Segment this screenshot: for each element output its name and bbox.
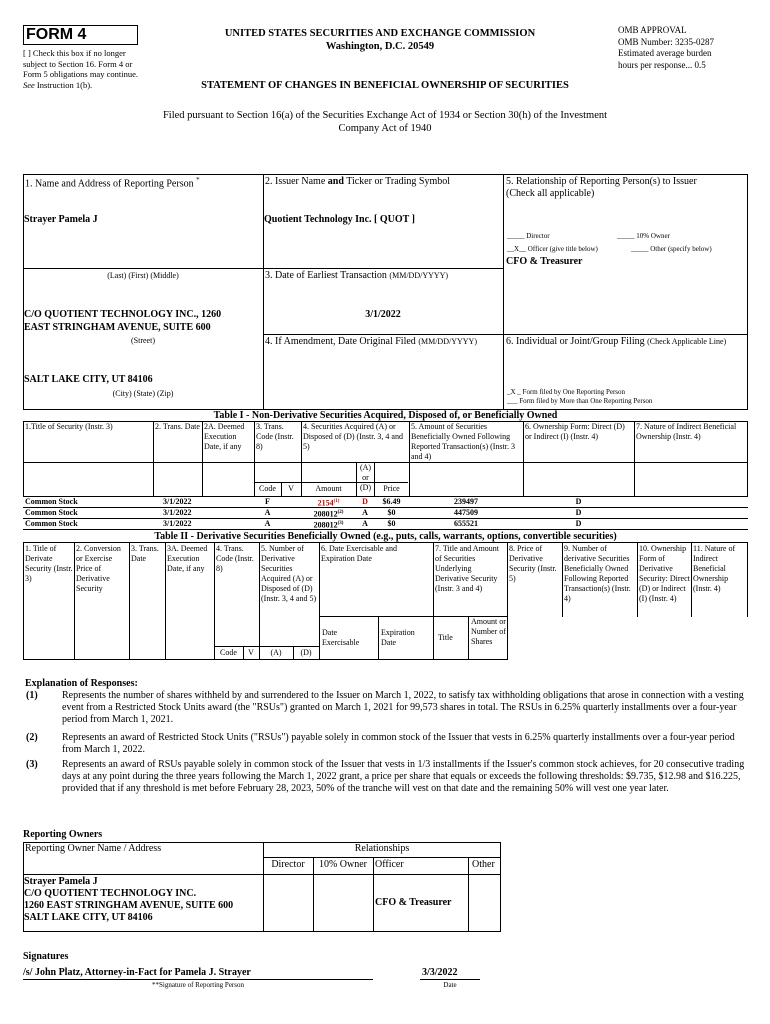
owners-col-name: Reporting Owner Name / Address [25,843,162,854]
t2-sub-d: (D) [300,648,312,657]
t2-header-conversion: 2. Conversion or Exercise Price of Derivative Security [76,544,121,593]
agency-name: UNITED STATES SECURITIES AND EXCHANGE COMMISSION [224,28,536,39]
note-number: (1) [26,690,38,701]
officer-title: CFO & Treasurer [506,256,583,267]
t2-sub-expiration: Expiration Date [381,628,415,647]
owners-col-other: Other [472,859,495,870]
box2-label: 2. Issuer Name and Ticker or Trading Symbol [265,176,451,187]
box6-label: 6. Individual or Joint/Group Filing (Check Applicable Line) [506,336,727,347]
earliest-transaction-date: 3/1/2022 [365,309,401,320]
t1-owned: 239497 [454,497,478,506]
note-number: (2) [26,732,38,743]
table1-title: Table I - Non-Derivative Securities Acquired, Disposed of, or Beneficially Owned [213,410,558,421]
issuer-name: Quotient Technology Inc. [ QUOT ] [264,214,415,225]
check-box-note: [ ] Check this box if no longer subject to Section 16. Form 4 or Form 5 obligations may continue. See Instruction 1(b). [23,48,138,90]
t1-date: 3/1/2022 [163,519,192,528]
t1-code: A [264,519,271,528]
signer-caption: **Signature of Reporting Person [152,981,244,989]
t1-header-title: 1.Title of Security (Instr. 3) [25,422,113,431]
owner-address: Strayer Pamela J C/O QUOTIENT TECHNOLOGY INC. 1260 EAST STRINGHAM AVENUE, SUITE 600 SALT LAKE CITY, UT 84106 [24,876,234,923]
street-line-2: EAST STRINGHAM AVENUE, SUITE 600 [24,322,211,333]
explanation-heading: Explanation of Responses: [25,678,138,689]
city-caption: (City) (State) (Zip) [112,389,174,398]
t2-header-title: 1. Title of Derivate Security (Instr. 3) [25,544,73,583]
city-line: SALT LAKE CITY, UT 84106 [24,374,153,385]
t1-amount: 2154$^{(1)}$ [317,498,340,508]
t2-header-code: 4. Trans. Code (Instr. 8) [216,544,254,573]
t1-sub-code: Code [259,484,276,493]
filing-more-persons: ___ Form filed by More than One Reporting Person [507,397,653,405]
filed-pursuant: Filed pursuant to Section 16(a) of the Securities Exchange Act of 1934 or Section 30(h) of the Investment Company Act of 1940 [162,110,608,134]
date-caption: Date [443,981,457,989]
t2-sub-exercisable: Date Exercisable [322,628,360,647]
t2-sub-amount: Amount or Number of Shares [471,617,506,646]
t2-header-underlying: 7. Title and Amount of Securities Underlying Derivative Security (Instr. 3 and 4) [435,544,500,593]
table2-title: Table II - Derivative Securities Beneficially Owned (e.g., puts, calls, warrants, options, convertible securities) [154,531,617,542]
form-title: FORM 4 [26,26,87,43]
t2-sub-a: (A) [270,648,282,657]
t1-price: $0 [387,508,396,517]
director-option: _____ Director [507,232,550,240]
street-caption: (Street) [131,336,155,345]
filing-one-person: _X _ Form filed by One Reporting Person [507,388,626,396]
t2-header-nature: 11. Nature of Indirect Beneficial Ownership (Instr. 4) [693,544,736,593]
street-line-1: C/O QUOTIENT TECHNOLOGY INC., 1260 [24,309,222,320]
note-number: (3) [26,759,38,770]
note-text: Represents an award of Restricted Stock Units ("RSUs") payable solely in common stock of the Issuer that vests in 6.25% quarterly installments over a four-year period from March 1, 2022. [62,732,735,755]
t1-header-acquired: 4. Securities Acquired (A) or Disposed of (D) (Instr. 3, 4 and 5) [303,422,403,451]
note-text: Represents the number of shares withheld by and surrendered to the Issuer on March 1, 2022, to satisfy tax withholding obligations that arose in connection with a vesting event from a Restricted Stock Units award (the "RSUs") granted on March 1, 2021 for 99,573 shares in total. The RSUs in 6.25% quarterly installments over a four-year period from March 1, 2021. [62,690,744,725]
t1-header-ownership-form: 6. Ownership Form: Direct (D) or Indirect (I) (Instr. 4) [525,422,625,441]
t1-aord: A [362,519,368,528]
t1-sub-price: Price [383,484,400,493]
name-caption: (Last) (First) (Middle) [107,271,179,280]
agency-city: Washington, D.C. 20549 [325,41,435,52]
t2-header-exercisable: 6. Date Exercisable and Expiration Date [321,544,397,563]
t1-owned: 447509 [454,508,478,517]
t1-code: F [265,497,270,506]
t2-header-owned: 9. Number of derivative Securities Beneficially Owned Following Reported Transaction(s) (Instr. 4) [564,544,631,603]
t2-header-price: 8. Price of Derivative Security (Instr. 5) [509,544,557,583]
t2-header-ownership-form: 10. Ownership Form of Derivative Security: Direct (D) or Indirect (I) (Instr. 4) [639,544,690,603]
t1-aord: D [362,497,368,506]
ten-pct-option: _____ 10% Owner [617,232,670,240]
t2-sub-v: V [248,648,254,657]
owners-col-officer: Officer [375,859,404,870]
note-text: Represents an award of RSUs payable solely in common stock of the Issuer that vests in 1/3 installments if the Issuer's common stock achieves, for 20 consecutive trading days at any point during the three years following the March 1, 2022 grant, a price per share that equals or exceeds the following thresholds: $9.735, $12.98 and $16.225, provided that if any threshold is met before February 28, 2023, 50% of the tranche will vest on that date and the remaining 50% will vest one year later. [62,759,745,794]
t1-header-nature: 7. Nature of Indirect Beneficial Ownership (Instr. 4) [636,422,737,441]
t2-header-deemed: 3A. Deemed Execution Date, if any [167,544,208,573]
t1-header-amount-owned: 5. Amount of Securities Beneficially Owned Following Reported Transaction(s) (Instr. 3 and 4) [411,422,515,461]
t1-form: D [575,519,582,528]
t1-form: D [575,497,582,506]
t2-sub-code: Code [220,648,237,657]
t2-header-number: 5. Number of Derivative Securities Acquired (A) or Disposed of (D) (Instr. 3, 4 and 5) [261,544,317,603]
owners-col-director: Director [271,859,305,870]
form-title-box [23,25,138,45]
owners-col-ten-pct: 10% Owner [318,859,368,870]
box3-label: 3. Date of Earliest Transaction (MM/DD/YYYY) [265,270,449,281]
t1-header-date: 2. Trans. Date [155,422,200,431]
t1-date: 3/1/2022 [163,497,192,506]
t1-header-deemed: 2A. Deemed Execution Date, if any [204,422,245,451]
t1-amount: 208012$^{(3)}$ [313,520,344,530]
box1-label: 1. Name and Address of Reporting Person * [25,176,200,190]
t1-owned: 655521 [454,519,478,528]
t1-security: Common Stock [25,508,78,517]
signature-date: 3/3/2022 [422,967,458,978]
box4-label: 4. If Amendment, Date Original Filed (MM/DD/YYYY) [265,336,477,347]
t1-code: A [264,508,271,517]
t1-price: $0 [387,519,396,528]
signatures-heading: Signatures [23,951,69,962]
t1-security: Common Stock [25,519,78,528]
t1-header-code: 3. Trans. Code (Instr. 8) [256,422,294,451]
t2-header-date: 3. Trans. Date [131,544,159,563]
t1-price: $6.49 [382,497,401,506]
signer-name: /s/ John Platz, Attorney-in-Fact for Pamela J. Strayer [23,967,251,978]
omb-approval: OMB APPROVAL OMB Number: 3235-0287 Estimated average burden hours per response... 0.5 [618,25,714,70]
reporting-person-name: Strayer Pamela J [24,214,98,225]
t1-aord: A [362,508,368,517]
other-option: _____ Other (specify below) [631,245,712,253]
t1-form: D [575,508,582,517]
t1-amount: 208012$^{(2)}$ [313,509,344,519]
owners-col-relationships: Relationships [354,843,410,854]
statement-title: STATEMENT OF CHANGES IN BENEFICIAL OWNERSHIP OF SECURITIES [201,80,569,91]
t1-sub-aord: (A) or (D) [359,463,372,492]
t1-date: 3/1/2022 [163,508,192,517]
t1-sub-amount: Amount [315,484,342,493]
t1-sub-v: V [288,484,294,493]
officer-option: __X__ Officer (give title below) [507,245,598,253]
box5-label: 5. Relationship of Reporting Person(s) to Issuer (Check all applicable) [506,176,697,199]
owner-officer-title: CFO & Treasurer [375,897,452,908]
owners-heading: Reporting Owners [23,829,103,840]
t1-security: Common Stock [25,497,78,506]
t2-sub-title: Title [438,633,453,642]
